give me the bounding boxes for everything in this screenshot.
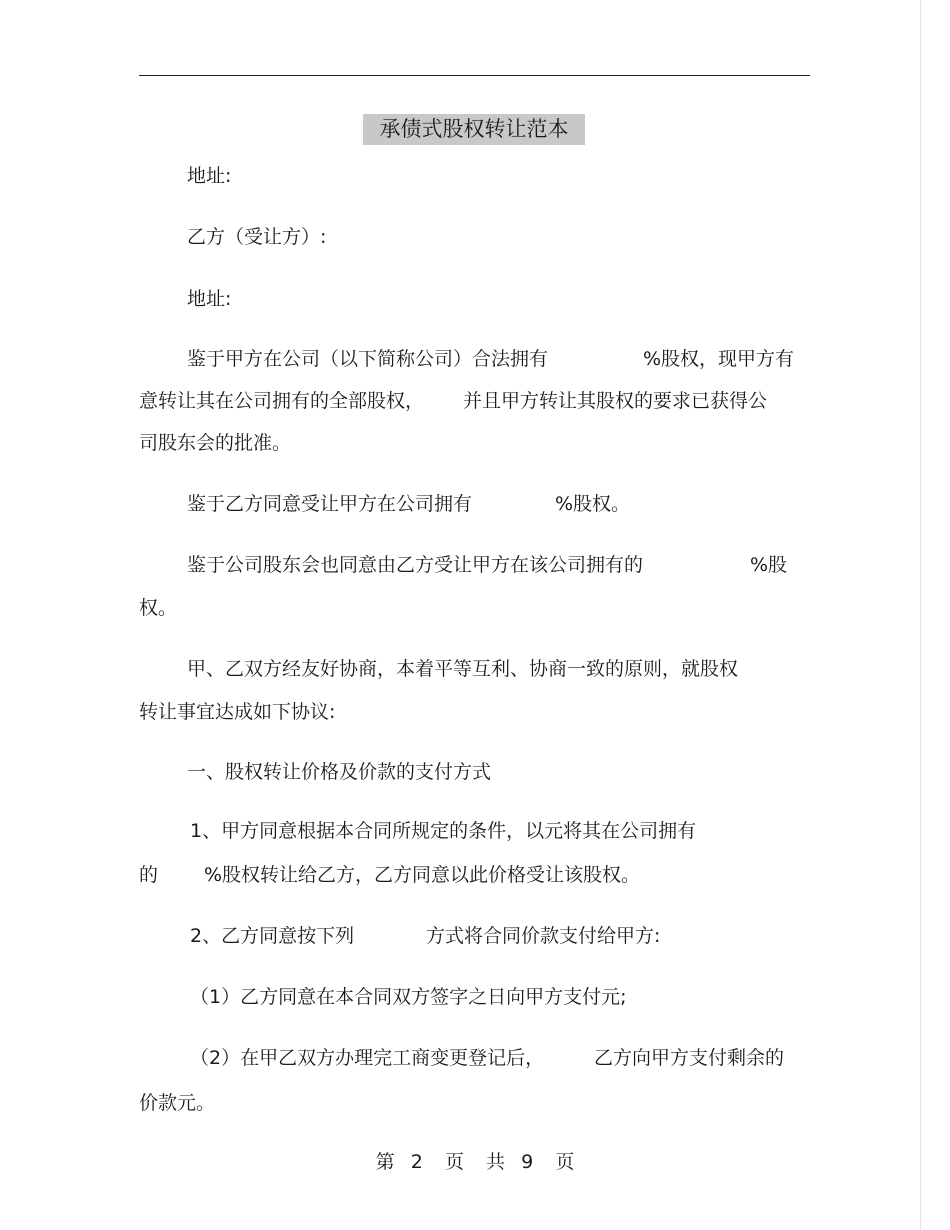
paragraph-text: 转让事宜达成如下协议: <box>139 701 336 723</box>
paragraph-text: %股 <box>750 554 788 576</box>
party-b-line: 乙方（受让方）: <box>187 226 327 248</box>
paragraph-text: 鉴于甲方在公司（以下简称公司）合法拥有 <box>187 348 549 370</box>
clause-item: （1）乙方同意在本合同双方签字之日向甲方支付元; <box>190 986 627 1008</box>
total-pages-number: 9 <box>521 1151 534 1173</box>
document-title: 承债式股权转让范本 <box>363 114 585 145</box>
footer-word: 页 <box>444 1151 464 1173</box>
address-line: 地址: <box>187 288 232 310</box>
header-rule <box>139 75 810 76</box>
paragraph-text: %股权，现甲方有 <box>643 348 795 370</box>
footer-word: 第 <box>375 1151 395 1173</box>
clause-item: 乙方向甲方支付剩余的 <box>594 1047 785 1069</box>
clause-text: %股权转让给乙方，乙方同意以此价格受让该股权。 <box>204 864 641 886</box>
paragraph-text: 鉴于公司股东会也同意由乙方受让甲方在该公司拥有的 <box>187 554 644 576</box>
section-heading: 一、股权转让价格及价款的支付方式 <box>187 761 492 783</box>
paragraph-text: 并且甲方转让其股权的要求已获得公 <box>463 390 768 412</box>
page-footer <box>0 1149 950 1175</box>
clause-text: 方式将合同价款支付给甲方: <box>426 925 661 947</box>
clause-item: 价款元。 <box>139 1092 216 1114</box>
footer-word: 共 <box>486 1151 506 1173</box>
address-line: 地址: <box>187 165 232 187</box>
paragraph-text: 权。 <box>139 597 178 619</box>
clause-text: 2、乙方同意按下列 <box>190 925 355 947</box>
paragraph-text: 鉴于乙方同意受让甲方在公司拥有 <box>187 493 473 515</box>
clause-text: 1、甲方同意根据本合同所规定的条件，以元将其在公司拥有 <box>190 820 697 842</box>
footer-word: 页 <box>555 1151 575 1173</box>
clause-text: 的 <box>139 864 159 886</box>
current-page-number: 2 <box>410 1151 423 1173</box>
page-edge-divider <box>920 0 921 1230</box>
paragraph-text: 意转让其在公司拥有的全部股权， <box>139 390 425 412</box>
paragraph-text: 甲、乙双方经友好协商，本着平等互利、协商一致的原则，就股权 <box>187 658 739 680</box>
clause-item: （2）在甲乙双方办理完工商变更登记后， <box>190 1047 545 1069</box>
paragraph-text: %股权。 <box>555 493 631 515</box>
paragraph-text: 司股东会的批准。 <box>139 432 292 454</box>
